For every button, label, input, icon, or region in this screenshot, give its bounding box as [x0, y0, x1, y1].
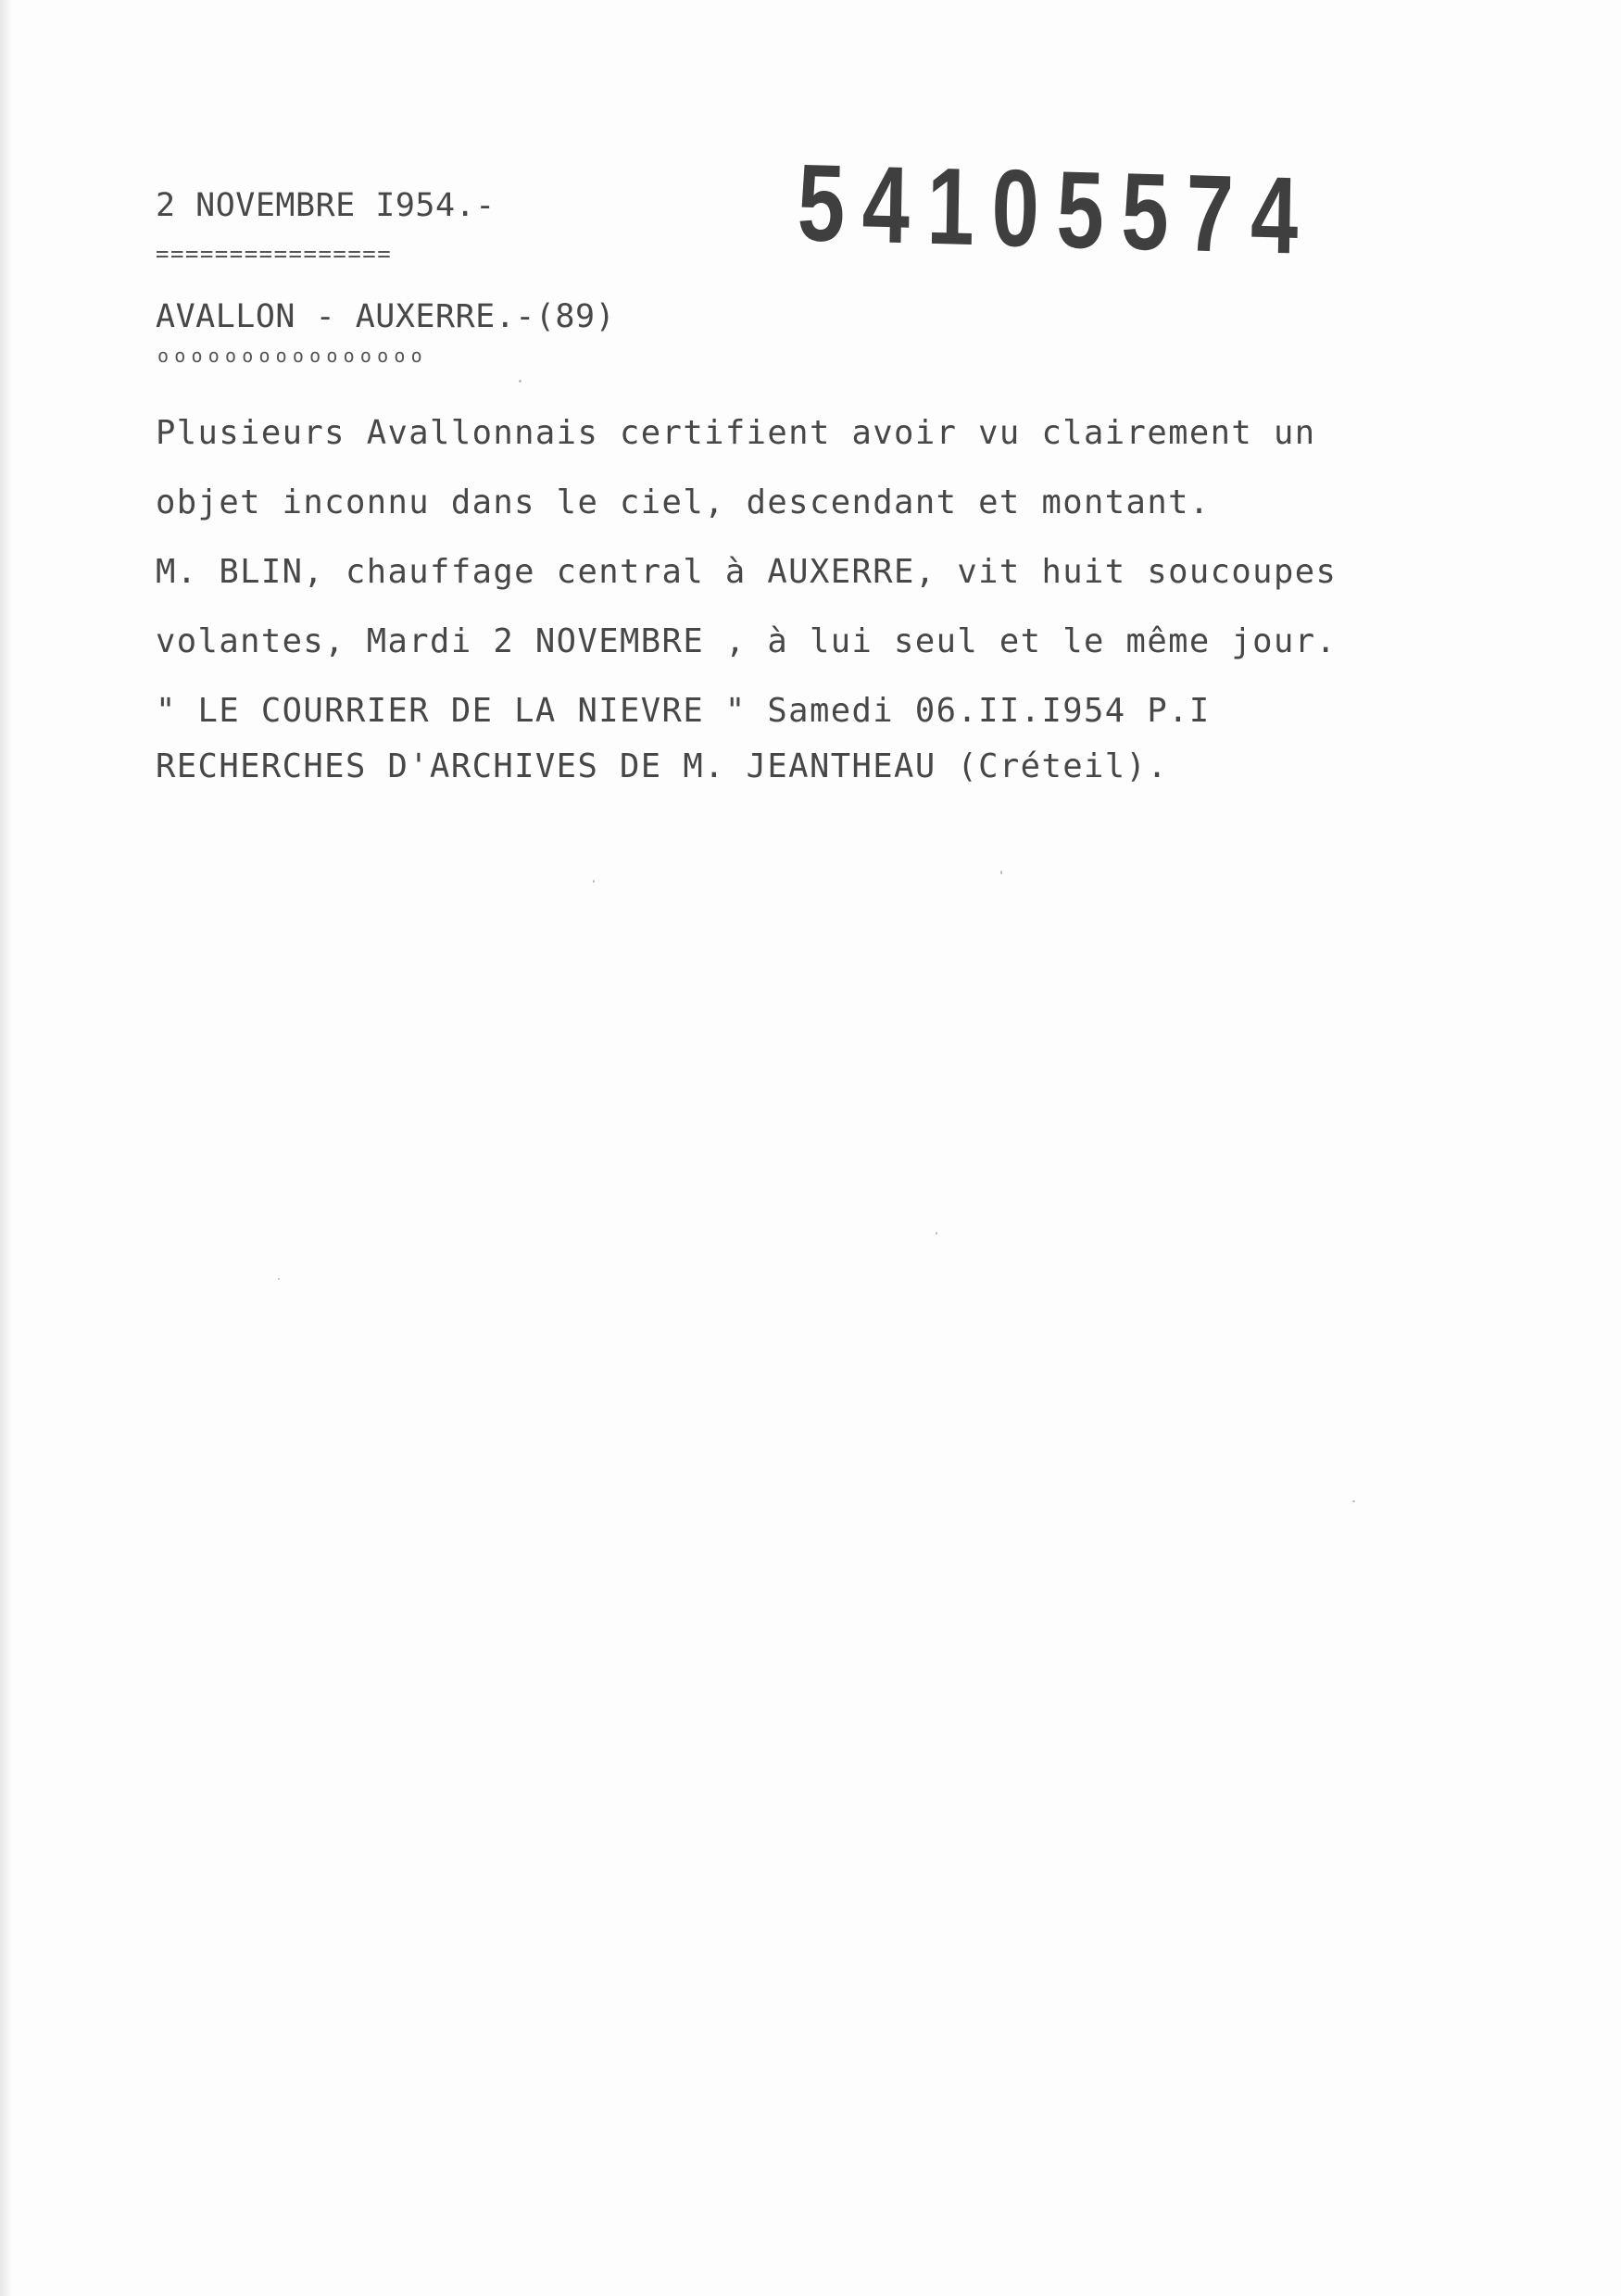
location-underline: oooooooooooooooo: [157, 345, 428, 367]
report-date: 2 NOVEMBRE I954.-: [156, 187, 496, 224]
report-location: AVALLON - AUXERRE.-(89): [156, 298, 616, 335]
date-underline: ================: [156, 241, 393, 267]
body-line-1: Plusieurs Avallonnais certifient avoir vu clairement un: [156, 414, 1316, 452]
paper-speck: [1352, 1500, 1355, 1502]
body-line-2: objet inconnu dans le ciel, descendant et montant.: [156, 483, 1211, 521]
archive-research-credit: RECHERCHES D'ARCHIVES DE M. JEANTHEAU (Créteil).: [156, 747, 1169, 785]
page-edge-shadow: [0, 0, 13, 2296]
source-citation: " LE COURRIER DE LA NIEVRE " Samedi 06.II.I954 P.I: [156, 692, 1211, 730]
paper-speck: [593, 880, 595, 883]
body-line-4: volantes, Mardi 2 NOVEMBRE , à lui seul et le même jour.: [156, 622, 1338, 660]
paper-speck: [519, 380, 521, 383]
body-line-3: M. BLIN, chauffage central à AUXERRE, vit huit soucoupes: [156, 553, 1338, 591]
paper-speck: [278, 1278, 280, 1280]
paper-speck: [936, 1232, 937, 1235]
paper-speck: [1000, 871, 1002, 874]
archive-number-stamp: 54105574: [796, 142, 1317, 278]
